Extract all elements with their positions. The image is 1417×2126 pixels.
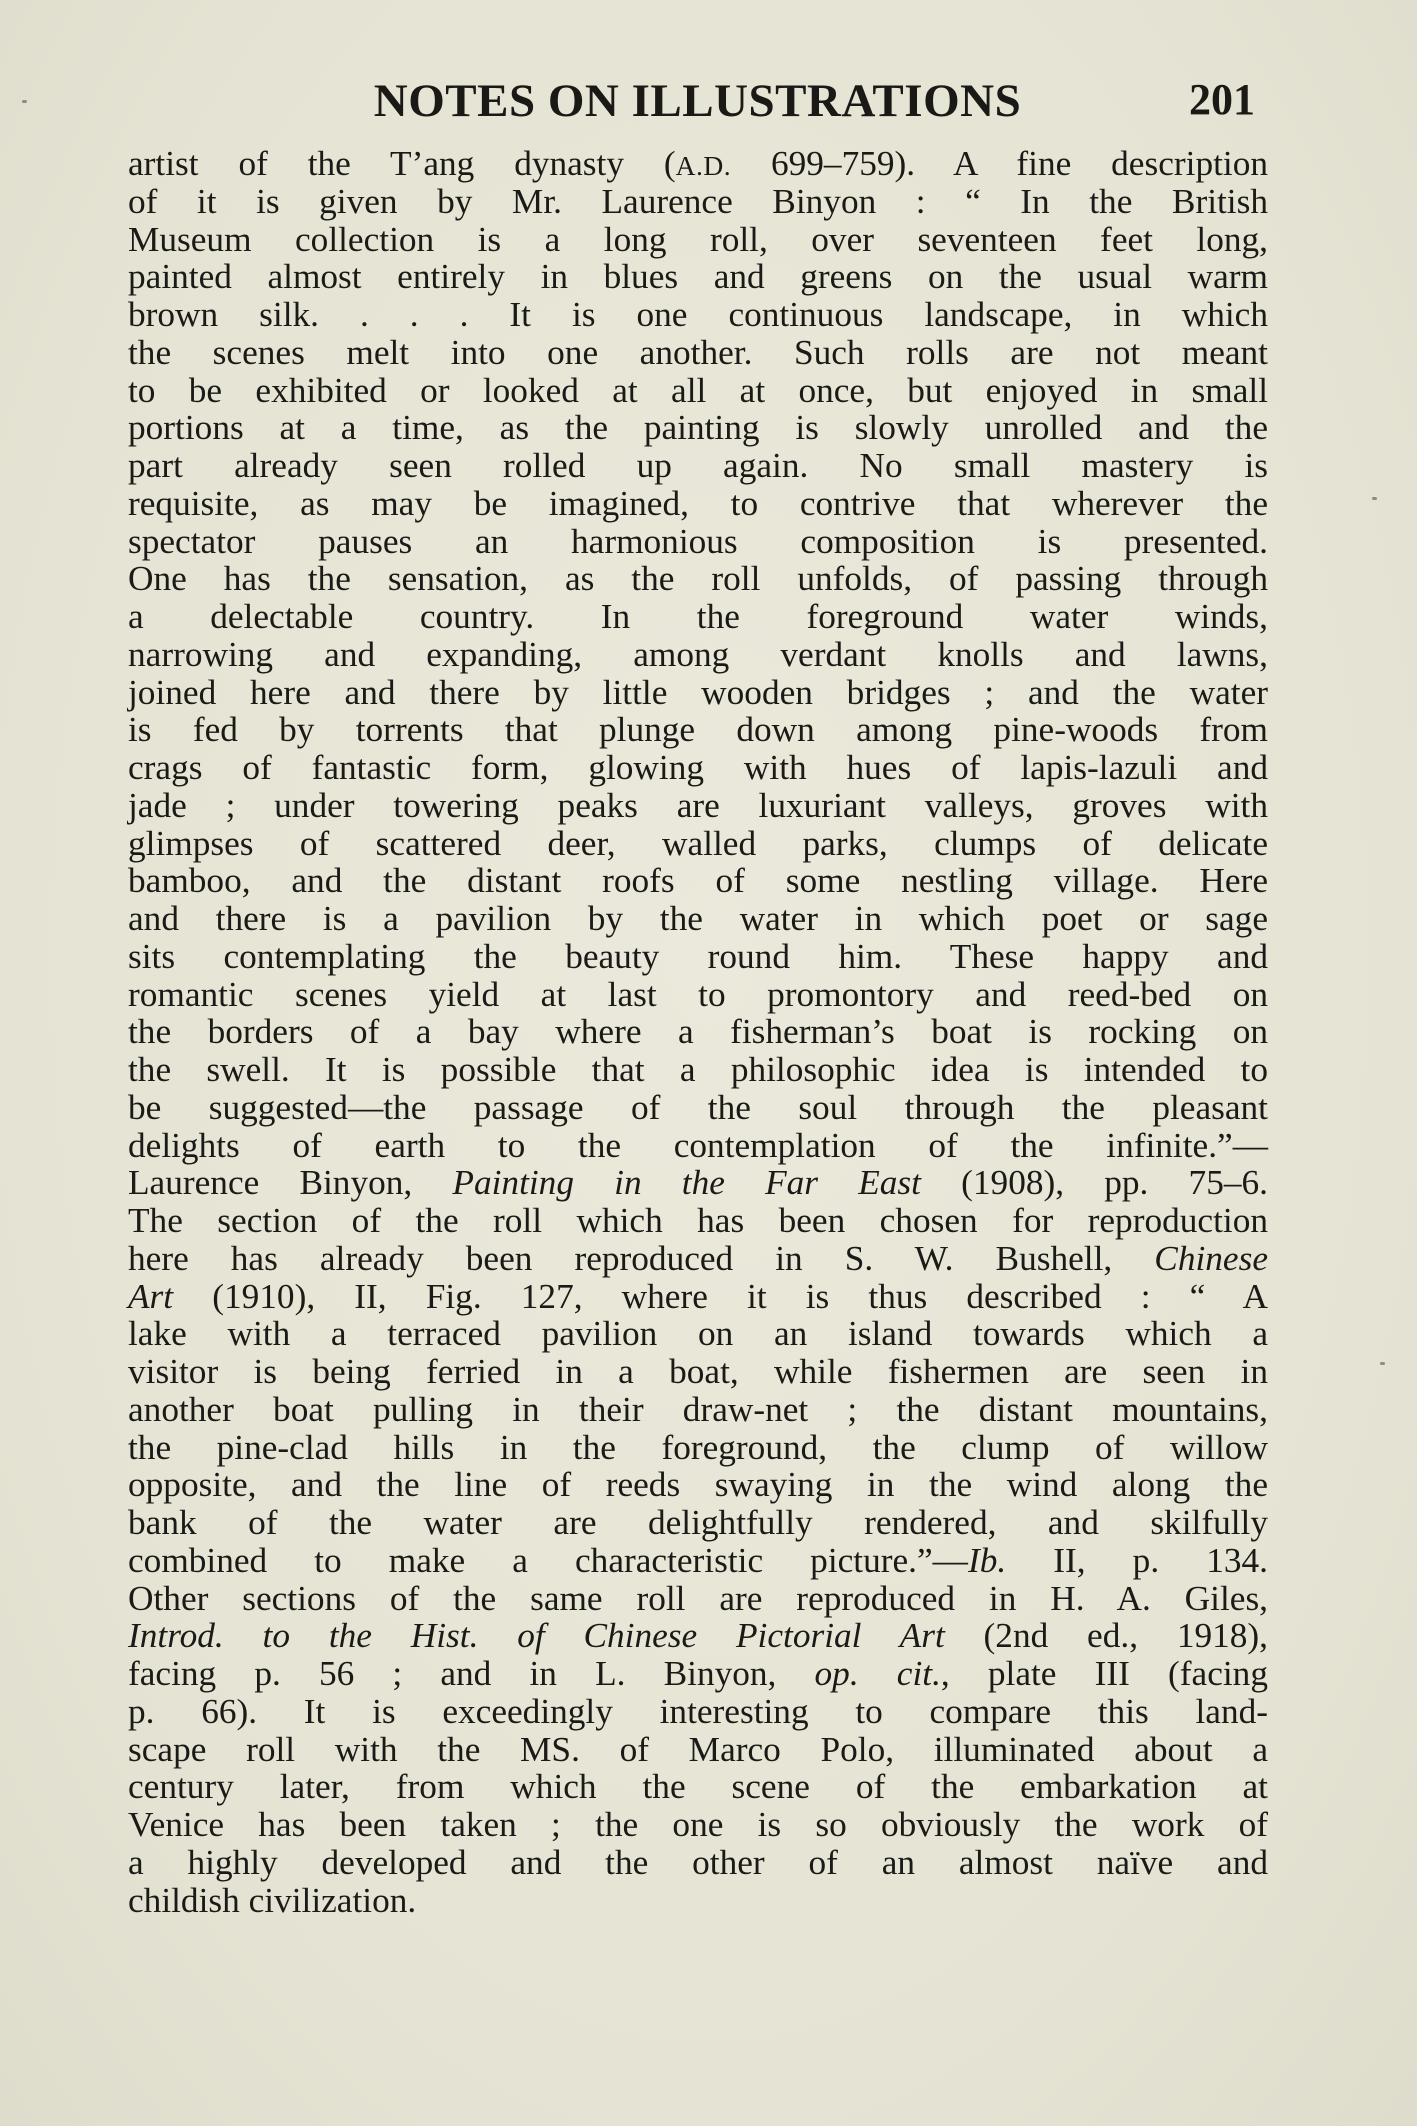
- text-line: [128, 636, 1268, 674]
- text-line: [128, 862, 1268, 900]
- text-run: joined here and there by little wooden bridges ; and the water: [128, 672, 1268, 712]
- text-line: [128, 560, 1268, 598]
- text-line: [128, 1127, 1268, 1165]
- text-line: [128, 1202, 1268, 1240]
- text-line: [128, 221, 1268, 259]
- text-run: the scenes melt into one another. Such rolls are not meant: [128, 332, 1268, 372]
- text-line: [128, 1051, 1268, 1089]
- text-run: narrowing and expanding, among verdant knolls and lawns,: [128, 634, 1268, 674]
- text-run: of it is given by Mr. Laurence Binyon : “ In the British: [128, 181, 1268, 221]
- text-run: II, p. 134.: [1006, 1540, 1268, 1580]
- text-line: [128, 258, 1268, 296]
- text-run: p. 66). It is exceedingly interesting to compare this land-: [128, 1691, 1268, 1731]
- text-run: a highly developed and the other of an almost naïve and: [128, 1842, 1268, 1882]
- text-line: [128, 1278, 1268, 1316]
- text-run: portions at a time, as the painting is slowly unrolled and the: [128, 408, 1268, 448]
- text-run: (1908), pp. 75–6.: [920, 1163, 1268, 1203]
- text-line: [128, 749, 1268, 787]
- paper-speck: [1372, 497, 1377, 500]
- text-line: [128, 1768, 1268, 1806]
- text-run: bamboo, and the distant roofs of some nestling village. Here: [128, 861, 1268, 901]
- text-line: [128, 1844, 1268, 1882]
- text-run: (1910), II, Fig. 127, where it is thus described : “ A: [173, 1276, 1268, 1316]
- text-run: scape roll with the MS. of Marco Polo, illuminated about a: [128, 1729, 1268, 1769]
- text-run: delights of earth to the contemplation of the infinite.”—: [128, 1125, 1268, 1165]
- text-line: [128, 1504, 1268, 1542]
- text-run: is fed by torrents that plunge down among pine-woods from: [128, 710, 1268, 750]
- text-run: The section of the roll which has been chosen for reproduction: [128, 1201, 1268, 1240]
- text-run: One has the sensation, as the roll unfolds, of passing through: [128, 559, 1268, 599]
- text-run: artist of the T’ang dynasty (: [128, 144, 676, 183]
- italic-text: Ib.: [967, 1540, 1007, 1580]
- text-run: spectator pauses an harmonious composition is presented.: [128, 521, 1268, 561]
- text-line: [128, 674, 1268, 712]
- text-run: romantic scenes yield at last to promontory and reed-bed on: [128, 974, 1268, 1014]
- running-head: [130, 74, 1265, 130]
- text-line: [128, 1693, 1268, 1731]
- small-caps-text: A.D.: [675, 150, 732, 181]
- text-line: [128, 598, 1268, 636]
- text-run: requisite, as may be imagined, to contrive that wherever the: [128, 483, 1268, 523]
- paper-speck: [1380, 1362, 1385, 1365]
- text-line: [128, 825, 1268, 863]
- text-line: [128, 1089, 1268, 1127]
- text-line: [128, 1731, 1268, 1769]
- text-line: [128, 145, 1268, 183]
- text-line: [128, 409, 1268, 447]
- text-run: here has already been reproduced in S. W. Bushell,: [128, 1238, 1155, 1278]
- italic-text: op. cit.: [814, 1654, 941, 1693]
- text-line: [128, 1655, 1268, 1693]
- text-run: part already seen rolled up again. No small mastery is: [128, 446, 1268, 485]
- text-run: the swell. It is possible that a philosophic idea is intended to: [128, 1050, 1268, 1089]
- text-run: Venice has been taken ; the one is so obviously the work of: [128, 1805, 1268, 1844]
- body-text: [128, 145, 1268, 1919]
- text-run: the borders of a bay where a fisherman’s boat is rocking on: [128, 1012, 1268, 1052]
- italic-text: Art: [128, 1276, 174, 1316]
- text-run: Laurence Binyon,: [128, 1163, 453, 1203]
- text-line: [128, 1580, 1268, 1618]
- text-run: facing p. 56 ; and in L. Binyon,: [128, 1654, 815, 1693]
- text-run: visitor is being ferried in a boat, while fishermen are seen in: [128, 1352, 1268, 1391]
- text-line: [128, 447, 1268, 485]
- text-run: jade ; under towering peaks are luxuriant valleys, groves with: [128, 785, 1268, 825]
- text-line: [128, 183, 1268, 221]
- text-run: brown silk. . . . It is one continuous landscape, in which: [128, 295, 1268, 334]
- paper-speck: [22, 100, 27, 103]
- text-run: bank of the water are delightfully rendered, and skilfully: [128, 1503, 1268, 1542]
- text-run: opposite, and the line of reeds swaying in the wind along the: [128, 1465, 1268, 1505]
- text-line: [128, 523, 1268, 561]
- text-run: the pine-clad hills in the foreground, the clump of willow: [128, 1427, 1268, 1467]
- text-line: [128, 1240, 1268, 1278]
- text-run: another boat pulling in their draw-net ; the distant mountains,: [128, 1389, 1268, 1429]
- running-title: NOTES ON ILLUSTRATIONS: [373, 75, 1022, 127]
- text-run: childish civilization.: [128, 1880, 417, 1920]
- text-line: [128, 711, 1268, 749]
- text-line: [128, 976, 1268, 1014]
- italic-text: Painting in the Far East: [452, 1163, 921, 1203]
- text-run: be suggested—the passage of the soul through the pleasant: [128, 1087, 1268, 1127]
- text-line: [128, 485, 1268, 523]
- text-line: [128, 296, 1268, 334]
- text-run: Museum collection is a long roll, over seventeen feet long,: [128, 219, 1268, 259]
- text-run: combined to make a characteristic picture.”—: [128, 1540, 968, 1580]
- text-run: century later, from which the scene of the embarkation at: [128, 1767, 1268, 1807]
- text-run: crags of fantastic form, glowing with hues of lapis-lazuli and: [128, 748, 1268, 787]
- text-run: and there is a pavilion by the water in which poet or sage: [128, 899, 1268, 938]
- text-line: [128, 1806, 1268, 1844]
- text-line: [128, 1882, 1268, 1920]
- text-line: [128, 1429, 1268, 1467]
- text-line: [128, 1164, 1268, 1202]
- text-line: [128, 1315, 1268, 1353]
- text-run: (2nd ed., 1918),: [944, 1616, 1268, 1656]
- italic-text: Chinese: [1154, 1238, 1268, 1278]
- text-line: [128, 1391, 1268, 1429]
- text-line: [128, 372, 1268, 410]
- text-run: sits contemplating the beauty round him. These happy and: [128, 936, 1268, 976]
- text-run: a delectable country. In the foreground water winds,: [128, 597, 1268, 636]
- text-run: glimpses of scattered deer, walled parks, clumps of delicate: [128, 823, 1268, 863]
- text-line: [128, 1466, 1268, 1504]
- text-line: [128, 938, 1268, 976]
- text-line: [128, 1013, 1268, 1051]
- text-run: , plate III (facing: [940, 1654, 1268, 1693]
- text-line: [128, 1617, 1268, 1655]
- text-run: painted almost entirely in blues and greens on the usual warm: [128, 257, 1268, 297]
- text-run: 699–759). A fine description: [731, 144, 1268, 183]
- text-line: [128, 334, 1268, 372]
- text-run: lake with a terraced pavilion on an island towards which a: [128, 1314, 1268, 1354]
- text-line: [128, 1353, 1268, 1391]
- page-number: 201: [1189, 75, 1255, 124]
- italic-text: Introd. to the Hist. of Chinese Pictorial Art: [128, 1616, 945, 1656]
- text-line: [128, 900, 1268, 938]
- text-line: [128, 1542, 1268, 1580]
- text-run: Other sections of the same roll are reproduced in H. A. Giles,: [128, 1578, 1268, 1618]
- text-line: [128, 787, 1268, 825]
- text-run: to be exhibited or looked at all at once, but enjoyed in small: [128, 370, 1268, 410]
